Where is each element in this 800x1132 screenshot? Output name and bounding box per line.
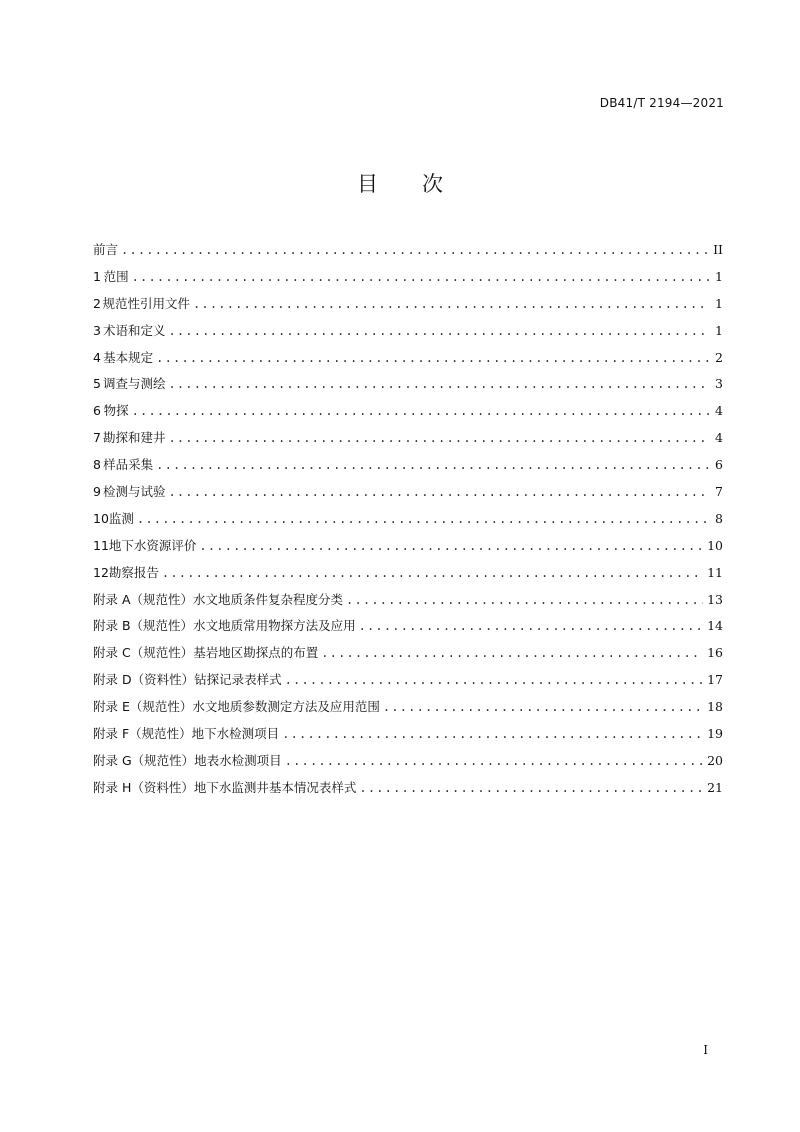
toc-entry-number: 4 <box>93 349 101 365</box>
toc-entry-7[interactable] <box>93 428 723 455</box>
toc-entry-page: 14 <box>707 618 723 634</box>
toc-entry-label: 勘察报告 <box>108 564 159 580</box>
toc-entry-appendix-f[interactable] <box>93 724 723 751</box>
toc-leader-dots <box>285 754 703 768</box>
toc-entry-page: 1 <box>715 322 723 338</box>
toc-entry-label: 监测 <box>108 510 134 526</box>
toc-appendix-tag: 附录 C（规范性） <box>93 645 194 661</box>
toc-entry-number: 11 <box>93 537 109 553</box>
toc-entry-number: 1 <box>93 268 101 284</box>
toc-entry-label: 术语和定义 <box>102 322 166 338</box>
toc-entry-9[interactable] <box>93 482 723 509</box>
toc-appendix-tag: 附录 B（规范性） <box>93 618 194 634</box>
toc-entry-appendix-e[interactable] <box>93 697 723 724</box>
toc-entry-number: 12 <box>93 564 109 580</box>
toc-entry-label: 规范性引用文件 <box>102 295 190 311</box>
toc-leader-dots <box>156 351 709 365</box>
toc-entry-page: 11 <box>707 564 723 580</box>
toc-appendix-tag: 附录 F（规范性） <box>93 726 192 742</box>
toc-leader-dots <box>121 243 709 257</box>
toc-entry-4[interactable] <box>93 348 723 375</box>
toc-leader-dots <box>156 458 709 472</box>
toc-entry-label: 调查与测绘 <box>102 376 166 392</box>
toc-entry-2[interactable] <box>93 294 723 321</box>
toc-appendix-tag: 附录 E（规范性） <box>93 699 193 715</box>
toc-entry-page: 7 <box>715 484 723 500</box>
toc-entry-page: 17 <box>707 672 723 688</box>
toc-leader-dots <box>346 593 703 607</box>
toc-entry-number: 8 <box>93 457 101 473</box>
toc-entry-6[interactable] <box>93 401 723 428</box>
table-of-contents <box>93 240 723 805</box>
toc-leader-dots <box>137 512 709 526</box>
toc-entry-label: 地下水资源评价 <box>108 537 197 553</box>
toc-entry-page: 4 <box>715 430 723 446</box>
toc-entry-label: 范围 <box>103 268 129 284</box>
toc-entry-number: 2 <box>93 295 101 311</box>
page-title <box>0 168 800 198</box>
toc-entry-label: 水文地质常用物探方法及应用 <box>193 618 356 634</box>
toc-entry-page: 20 <box>707 752 723 768</box>
toc-entry-number: 10 <box>93 510 109 526</box>
toc-entry-label: 物探 <box>103 403 129 419</box>
toc-entry-page: 13 <box>707 591 723 607</box>
toc-entry-3[interactable] <box>93 321 723 348</box>
toc-appendix-tag: 附录 A（规范性） <box>93 591 194 607</box>
toc-leader-dots <box>168 324 709 338</box>
toc-entry-foreword[interactable] <box>93 240 723 267</box>
toc-leader-dots <box>282 727 703 741</box>
toc-entry-label: 水文地质条件复杂程度分类 <box>193 591 344 607</box>
toc-leader-dots <box>359 619 704 633</box>
toc-entry-page: II <box>713 242 723 257</box>
toc-entry-10[interactable] <box>93 509 723 536</box>
toc-entry-appendix-d[interactable] <box>93 670 723 697</box>
toc-entry-appendix-b[interactable] <box>93 616 723 643</box>
toc-entry-page: 1 <box>715 268 723 284</box>
toc-entry-page: 2 <box>715 349 723 365</box>
toc-entry-label: 前言 <box>93 242 119 257</box>
toc-entry-page: 10 <box>707 537 723 553</box>
toc-entry-number: 9 <box>93 484 101 500</box>
toc-appendix-tag: 附录 H（资料性） <box>93 779 194 795</box>
toc-entry-label: 水文地质参数测定方法及应用范围 <box>192 699 380 715</box>
toc-leader-dots <box>168 377 709 391</box>
toc-entry-label: 地下水检测项目 <box>191 726 280 742</box>
toc-entry-1[interactable] <box>93 267 723 294</box>
toc-entry-number: 3 <box>93 322 101 338</box>
toc-appendix-tag: 附录 D（资料性） <box>93 672 195 688</box>
toc-entry-11[interactable] <box>93 536 723 563</box>
toc-entry-8[interactable] <box>93 455 723 482</box>
toc-entry-page: 18 <box>707 699 723 715</box>
standard-code: DB41/T 2194—2021 <box>599 96 724 110</box>
toc-leader-dots <box>285 673 703 687</box>
toc-entry-label: 基本规定 <box>103 349 154 365</box>
toc-leader-dots <box>193 297 709 311</box>
toc-entry-label: 检测与试验 <box>102 484 166 500</box>
toc-entry-page: 16 <box>707 645 723 661</box>
toc-entry-page: 19 <box>707 726 723 742</box>
toc-entry-appendix-a[interactable] <box>93 590 723 617</box>
toc-leader-dots <box>199 539 703 553</box>
toc-entry-number: 5 <box>93 376 101 392</box>
toc-leader-dots <box>359 781 703 795</box>
toc-entry-5[interactable] <box>93 374 723 401</box>
toc-leader-dots <box>168 485 709 499</box>
toc-entry-number: 7 <box>93 430 101 446</box>
toc-entry-page: 21 <box>707 779 723 795</box>
toc-entry-appendix-c[interactable] <box>93 643 723 670</box>
title-char-2: 次 <box>422 172 443 196</box>
toc-entry-page: 1 <box>715 295 723 311</box>
toc-leader-dots <box>162 566 703 580</box>
toc-entry-number: 6 <box>93 403 101 419</box>
toc-entry-page: 3 <box>715 376 723 392</box>
toc-leader-dots <box>168 431 709 445</box>
toc-leader-dots <box>132 270 709 284</box>
title-char-1: 目 <box>357 172 378 196</box>
toc-entry-label: 勘探和建井 <box>102 430 166 446</box>
toc-entry-label: 钻探记录表样式 <box>194 672 282 688</box>
toc-entry-appendix-g[interactable] <box>93 751 723 778</box>
toc-entry-appendix-h[interactable] <box>93 778 723 805</box>
toc-appendix-tag: 附录 G（规范性） <box>93 752 195 768</box>
toc-leader-dots <box>321 646 703 660</box>
toc-entry-page: 4 <box>715 403 723 419</box>
toc-entry-label: 地表水检测项目 <box>194 752 282 768</box>
toc-entry-page: 8 <box>715 510 723 526</box>
toc-entry-12[interactable] <box>93 563 723 590</box>
toc-leader-dots <box>383 700 703 714</box>
toc-entry-label: 地下水监测井基本情况表样式 <box>193 779 357 795</box>
toc-entry-label: 基岩地区勘探点的布置 <box>193 645 319 661</box>
toc-entry-page: 6 <box>715 457 723 473</box>
page-number: I <box>703 1043 708 1057</box>
toc-leader-dots <box>132 404 709 418</box>
toc-entry-label: 样品采集 <box>103 457 154 473</box>
